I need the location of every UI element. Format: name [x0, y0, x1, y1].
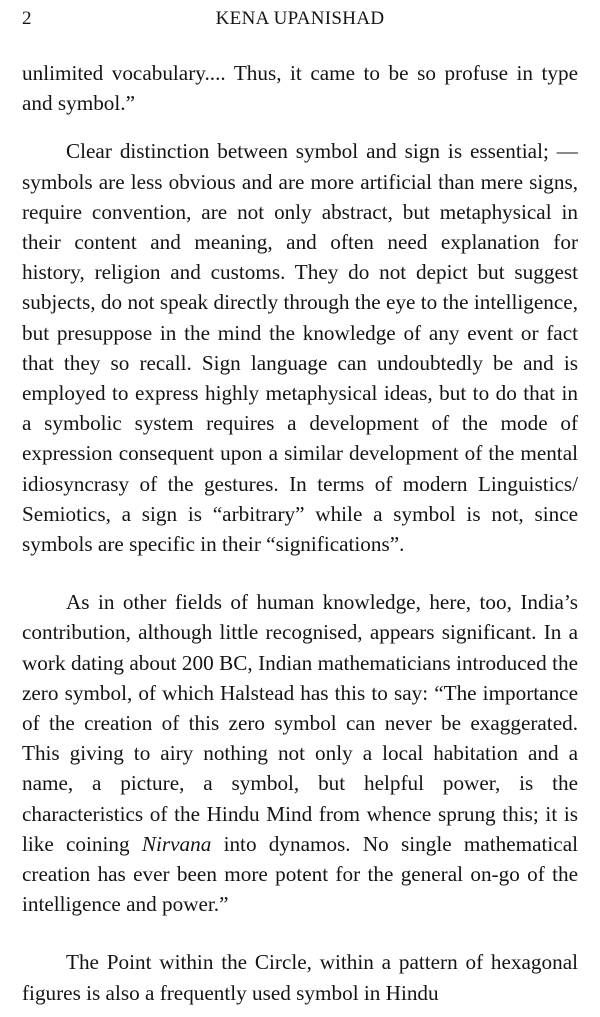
paragraph-zero-symbol-text-end: into dynamos. No single mathematical creation has ever been more potent for the general on-go of the intelligence and power.” [22, 831, 579, 917]
paragraph-zero-symbol [22, 587, 578, 919]
page-number: 2 [22, 8, 32, 29]
paragraph-continued: unlimited vocabulary.... Thus, it came to be so profuse in type and symbol.” [22, 61, 578, 116]
italic-term-nirvana: Nirvana [141, 831, 212, 856]
body-text [22, 58, 578, 1008]
page-header [22, 8, 578, 42]
book-page [22, 0, 578, 1008]
paragraph-symbol-vs-sign: Clear distinction between symbol and sign is essential; — symbols are less obvious and are more artificial than mere signs, require convention, are not only abstract, but metaphysical in their content and meaning, and often need explanation for history, religion and customs. They do not depict but suggest subjects, do not speak directly through the eye to the intelligence, but presuppose in the mind the knowledge of any event or fact that they so recall. Sign language can undoubtedly be and is employed to express highly metaphysical ideas, but to do that in a symbolic system requires a development of the mode of expression consequent upon a similar development of the mental idiosyncrasy of the gestures. In terms of modern Linguistics/ Semiotics, a sign is “arbitrary” while a symbol is not, since symbols are specific in their “significations”. [22, 139, 578, 557]
paragraph-zero-symbol-text-start: As in other fields of human knowledge, here, too, India’s contribution, although little recognised, appears significant. In a work dating about 200 BC, Indian mathematicians introduced the zero symbol, of which Halstead has this to say: “The importance of the creation of this zero symbol can never be exaggerated. This giving to airy nothing not only a local habitation and a name, a picture, a symbol, but helpful power, is the characteristics of the Hindu Mind from whence sprung this; it is like coining [22, 590, 578, 856]
paragraph-point-within-circle: The Point within the Circle, within a pattern of hexagonal figures is also a frequently used symbol in Hindu [22, 950, 578, 1005]
running-head: KENA UPANISHAD [215, 8, 385, 29]
